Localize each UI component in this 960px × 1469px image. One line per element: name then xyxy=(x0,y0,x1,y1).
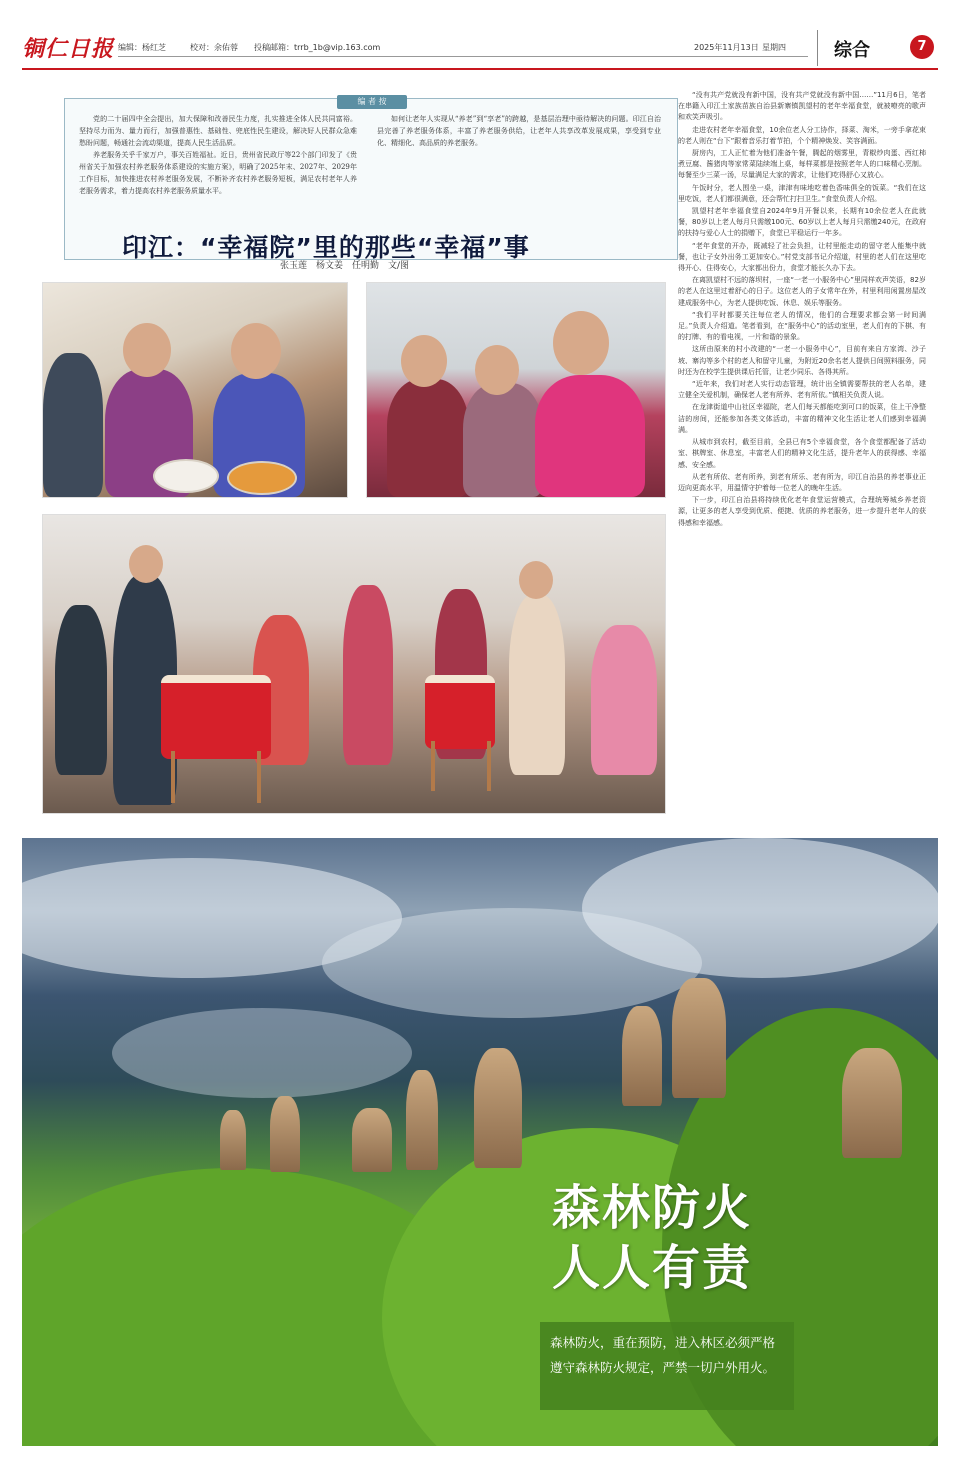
photo-figure-head xyxy=(129,545,163,583)
page-number-badge: 7 xyxy=(910,35,934,59)
editor-credit: 编辑：杨红芝 xyxy=(118,43,166,52)
photo-drum-stand xyxy=(431,741,435,791)
banner-rock-pillar xyxy=(474,1048,522,1168)
photo-figure xyxy=(463,383,543,497)
photo-drum xyxy=(425,675,495,749)
article-paragraph: “我们平时都要关注每位老人的情况，他们的合理要求都会第一时间满足。”负责人介绍道。笔者看到，在“服务中心”的活动室里，老人们有的下棋、有的打牌、有的看电视，一片和谐的景象。 xyxy=(678,310,926,342)
banner-title-line-1: 森林防火 xyxy=(552,1180,753,1236)
banner-cloud xyxy=(112,1008,412,1098)
photo-figure xyxy=(591,625,657,775)
banner-rock-pillar xyxy=(220,1110,246,1170)
editor-note-paragraph: 如何让老年人实现从“养老”到“享老”的跨越，是基层治理中亟待解决的问题。印江自治县完善了养老服务体系，丰富了养老服务供给，让老年人共享改革发展成果，享受到专业化、精细化、高品质的养老服务。 xyxy=(377,115,661,147)
article-paragraph: 从城市到农村，截至目前，全县已有5个幸福食堂，各个食堂都配备了活动室、棋牌室、休息室，丰富老人们的精神文化生活，提升老年人的获得感、幸福感、安全感。 xyxy=(678,438,926,469)
article-paragraph: 在龙津街道中山社区幸福院，老人们每天都能吃到可口的饭菜，住上干净整洁的房间，还能参加各类文体活动，丰富的精神文化生活让老人们感到幸福满满。 xyxy=(678,403,926,434)
article-paragraph: “近年来，我们对老人实行动态管理，统计出全镇需要帮扶的老人名单，建立健全关爱机制，确保老人老有所养、老有所依。”镇相关负责人说。 xyxy=(678,380,926,400)
submission-email: 投稿邮箱：trrb_1b@vip.163.com xyxy=(254,43,381,52)
editor-note-paragraph: 党的二十届四中全会提出，加大保障和改善民生力度，扎实推进全体人民共同富裕。坚持尽力而为、量力而行，加强普惠性、基础性、兜底性民生建设，解决好人民群众急难愁盼问题，畅通社会流动渠道，提高人民生活品质。 xyxy=(79,115,357,147)
photo-drum-performance xyxy=(42,514,666,814)
editor-note-tag: 编 者 按 xyxy=(337,95,407,109)
article-paragraph: 在离凯望村不远的落坝村，一座“一老一小服务中心”里同样欢声笑语，82岁的老人在这里过着舒心的日子。这位老人的子女常年在外，村里利用闲置房屋改建成服务中心，为老人提供吃饭、休息、娱乐等服务。 xyxy=(678,276,926,307)
issue-weekday: 星期四 xyxy=(762,43,786,52)
issue-date: 2025年11月13日 xyxy=(694,43,759,52)
banner-rock-pillar xyxy=(352,1108,392,1172)
photo-figure-head xyxy=(231,323,281,379)
editor-note-column-1 xyxy=(79,113,357,197)
section-header xyxy=(817,30,902,66)
article-paragraph: 这所由原来的村小改建的“一老一小服务中心”，目前有来自方家湾、沙子坡、寨沟等多个村的老人和留守儿童，为附近20余名老人提供日间照料服务，同时还为在校学生提供课后托管，让老少同乐、各得其所。 xyxy=(678,345,926,376)
banner-title-line-2: 人人有责 xyxy=(552,1240,753,1296)
editor-note-column-2 xyxy=(377,113,661,149)
photo-figure xyxy=(509,595,565,775)
editor-note-paragraph: 养老服务关乎千家万户，事关百姓福祉。近日，贵州省民政厅等22个部门印发了《贵州省关于加强农村养老服务体系建设的实施方案》，明确了2025年末、2027年、2029年工作目标，加快推进农村养老服务发展，不断补齐农村养老服务短板，满足农村老年人养老服务需求，着力提高农村养老服务质量水平。 xyxy=(79,151,357,195)
article-paragraph: 午饭时分，老人围坐一桌，津津有味地吃着色香味俱全的饭菜。“我们在这里吃饭，老人们都很满意，还会帮忙打扫卫生。”食堂负责人介绍。 xyxy=(678,183,926,203)
photo-figure-head xyxy=(475,345,519,395)
photo-drum xyxy=(161,675,271,759)
banner-rock-pillar xyxy=(270,1096,300,1172)
article-body xyxy=(678,90,926,810)
banner-title xyxy=(552,1178,822,1298)
photo-drum-stand xyxy=(487,741,491,791)
banner-rock-pillar xyxy=(406,1070,438,1170)
article-paragraph: 从老有所依、老有所养，到老有所乐、老有所为，印江自治县的养老事业正迈向更高水平，用温情守护着每一位老人的晚年生活。 xyxy=(678,472,926,492)
photo-figure xyxy=(55,605,107,775)
banner-message: 森林防火，重在预防，进入林区必须严格遵守森林防火规定，严禁一切户外用火。 xyxy=(540,1322,794,1410)
forest-fire-banner xyxy=(22,838,938,1446)
photo-bowl xyxy=(227,461,297,495)
article-paragraph: 凯望村老年幸福食堂自2024年9月开餐以来，长期有10余位老人在此就餐，80岁以上老人每月只需缴100元、60岁以上老人每月只需缴240元，在政府的扶持与爱心人士的捐赠下，食堂已平稳运行一年多。 xyxy=(678,207,926,238)
article-headline: 印江：“幸福院”里的那些“幸福”事 xyxy=(122,233,530,262)
section-title: 综合 xyxy=(834,40,870,61)
photo-figure-head xyxy=(553,311,609,375)
banner-rock-pillar xyxy=(842,1048,902,1158)
article-byline: 张玉莲 杨文姜 任明勤 文/图 xyxy=(280,261,410,271)
article-paragraph: “老年食堂的开办，既减轻了社会负担，让村里能走动的留守老人能集中就餐，也让子女外出务工更加安心。”村党支部书记介绍道，村里的老人们在这里吃得开心、住得安心，大家都出份力，食堂才能长久办下去。 xyxy=(678,241,926,273)
photo-figure xyxy=(43,353,103,497)
masthead xyxy=(22,30,938,70)
photo-drum-stand xyxy=(257,751,261,803)
photo-figure-head xyxy=(123,323,171,377)
masthead-divider xyxy=(118,56,808,57)
photo-drum-stand xyxy=(171,751,175,803)
banner-cloud xyxy=(582,838,938,978)
photo-figure-head xyxy=(401,335,447,387)
photo-figure xyxy=(387,379,469,497)
article-frame xyxy=(22,78,938,818)
photo-elders-dining xyxy=(42,282,348,498)
proofreader-credit: 校对：余佑蓉 xyxy=(190,43,238,52)
photo-thumbs-up xyxy=(366,282,666,498)
article-paragraph: 走进农村老年幸福食堂，10余位老人分工协作，择菜、淘米，一旁手拿花束的老人则在“台下”跟着音乐打着节拍，个个精神焕发、笑容满面。 xyxy=(678,125,926,145)
photo-bowl xyxy=(153,459,219,493)
newspaper-logo: 铜仁日报 xyxy=(22,36,115,62)
banner-rock-pillar xyxy=(622,1006,662,1106)
article-paragraph: “没有共产党就没有新中国，没有共产党就没有新中国……”11月6日，笔者在串籍入印江土家族苗族自治县新寨镇凯望村的老年幸福食堂，就被嘹亮的歌声和欢笑声吸引。 xyxy=(678,91,926,122)
banner-rock-pillar xyxy=(672,978,726,1098)
photo-figure xyxy=(535,375,645,497)
article-paragraph: 下一步，印江自治县将持续优化老年食堂运营模式，合理统筹城乡养老资源，让更多的老人享受到优质、便捷、优质的养老服务，进一步提升老年人的获得感和幸福感。 xyxy=(678,496,926,527)
photo-figure-head xyxy=(519,561,553,599)
article-paragraph: 厨房内，工人正忙着为他们准备午餐，腾起的烟雾里，青椒炒肉蛋、西红柿煮豆腐、酱猪肉等家常菜陆续端上桌，每样菜都是按照老年人的口味精心烹制。每餐至少三菜一汤，尽量满足大家的需求，让他们吃得舒心又放心。 xyxy=(678,149,926,180)
photo-figure xyxy=(343,585,393,765)
